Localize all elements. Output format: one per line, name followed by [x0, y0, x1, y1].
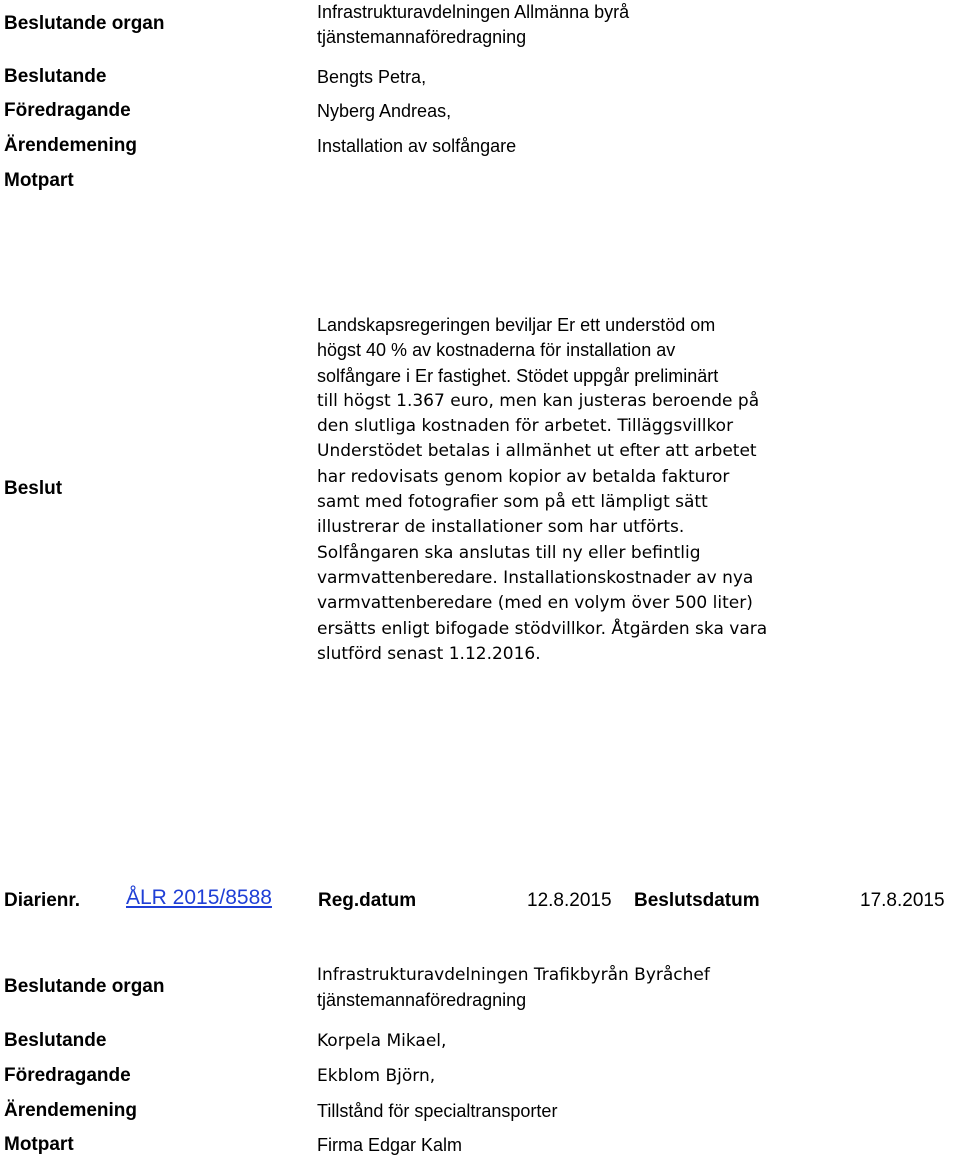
label-foredragande: Föredragande — [4, 1065, 131, 1086]
beslut-line: illustrerar de installationer som har utförts. — [317, 517, 685, 538]
beslut-line: solfångare i Er fastighet. Stödet uppgår preliminärt — [317, 365, 719, 386]
label-arendemening: Ärendemening — [4, 1100, 138, 1121]
value-beslutande: Korpela Mikael, — [317, 1031, 447, 1051]
label-foredragande: Föredragande — [4, 100, 131, 121]
value-beslut — [317, 313, 837, 667]
beslut-line: högst 40 % av kostnaderna för installation av — [317, 340, 676, 361]
label-beslutande-organ: Beslutande organ — [4, 13, 165, 34]
beslut-line: varmvattenberedare (med en volym över 500 liter) — [317, 593, 753, 614]
value-arendemening: Tillstånd för specialtransporter — [317, 1101, 558, 1121]
label-diarienr: Diarienr. — [4, 890, 81, 911]
label-arendemening: Ärendemening — [4, 135, 138, 156]
label-beslutande-organ: Beslutande organ — [4, 976, 165, 997]
beslut-line: slutförd senast 1.12.2016. — [317, 643, 541, 664]
value-arendemening: Installation av solfångare — [317, 136, 517, 156]
beslut-line: samt med fotografier som på ett lämpligt sätt — [317, 492, 708, 513]
label-beslutande: Beslutande — [4, 1030, 107, 1051]
label-regdatum: Reg.datum — [318, 890, 417, 911]
beslut-line: har redovisats genom kopior av betalda fakturor — [317, 466, 730, 487]
label-motpart: Motpart — [4, 170, 74, 191]
diarienr-link[interactable]: ÅLR 2015/8588 — [126, 886, 272, 909]
value-foredragande: Nyberg Andreas, — [317, 101, 452, 121]
label-motpart: Motpart — [4, 1134, 74, 1155]
value-motpart: Firma Edgar Kalm — [317, 1135, 463, 1155]
value-beslutsdatum: 17.8.2015 — [860, 890, 945, 911]
label-beslutsdatum: Beslutsdatum — [634, 890, 760, 911]
beslut-line: till högst 1.367 euro, men kan justeras beroende på — [317, 390, 760, 411]
value-beslutande-organ-line-2: tjänstemannaföredragning — [317, 990, 527, 1010]
beslut-line: den slutliga kostnaden för arbetet. Tilläggsvillkor — [317, 416, 734, 437]
beslut-line: Landskapsregeringen beviljar Er ett understöd om — [317, 315, 716, 335]
value-foredragande: Ekblom Björn, — [317, 1066, 436, 1086]
value-beslutande-organ-line-1: Infrastrukturavdelningen Trafikbyrån Byråchef — [317, 965, 710, 985]
beslut-line: ersätts enligt bifogade stödvillkor. Åtgärden ska vara — [317, 618, 768, 639]
value-beslutande-organ-line-1: Infrastrukturavdelningen Allmänna byrå — [317, 2, 630, 22]
label-beslutande: Beslutande — [4, 66, 107, 87]
beslut-line: Solfångaren ska anslutas till ny eller befintlig — [317, 542, 701, 563]
beslut-line: Understödet betalas i allmänhet ut efter att arbetet — [317, 441, 757, 462]
beslut-line: varmvattenberedare. Installationskostnader av nya — [317, 567, 754, 588]
value-regdatum: 12.8.2015 — [527, 890, 612, 911]
value-beslutande-organ-line-2: tjänstemannaföredragning — [317, 27, 527, 47]
label-beslut: Beslut — [4, 478, 63, 499]
value-beslutande: Bengts Petra, — [317, 67, 427, 87]
